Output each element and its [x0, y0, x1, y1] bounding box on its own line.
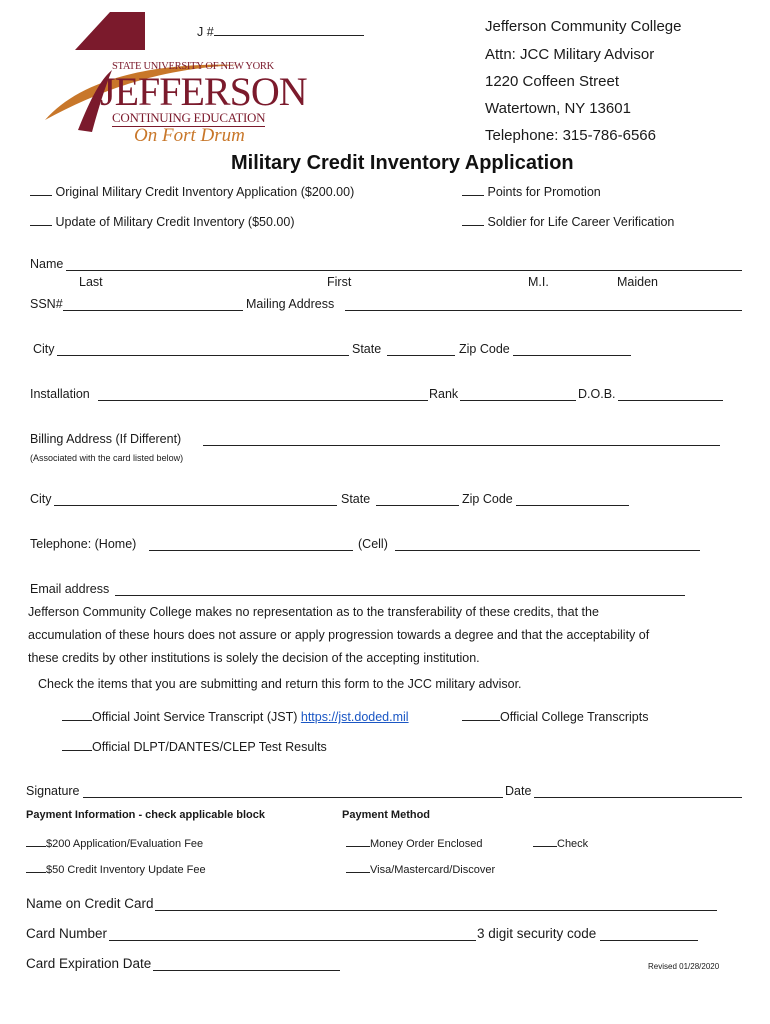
checkbox-blank[interactable]: [462, 213, 484, 226]
fee-200-option[interactable]: [26, 836, 203, 850]
signature-input[interactable]: [83, 797, 503, 798]
card-option[interactable]: [346, 862, 495, 876]
checkbox-blank[interactable]: [533, 836, 557, 847]
checkbox-blank[interactable]: [346, 862, 370, 873]
card-number-input[interactable]: [109, 940, 476, 941]
address-line: 1220 Coffeen Street: [485, 73, 619, 90]
dob-input[interactable]: [618, 400, 723, 401]
mailing-input[interactable]: [345, 310, 742, 311]
submit-dlpt[interactable]: [62, 738, 327, 754]
city-input[interactable]: [57, 355, 349, 356]
option-soldier-label: Soldier for Life Career Verification: [487, 215, 675, 229]
disclaimer-line: these credits by other institutions is solely the decision of the accepting institution.: [28, 651, 480, 665]
page-title: Military Credit Inventory Application: [231, 152, 574, 174]
billing-input[interactable]: [203, 445, 720, 446]
fee-50-option[interactable]: [26, 862, 206, 876]
billing-state-label: State: [341, 492, 371, 506]
mailing-label: Mailing Address: [246, 297, 335, 311]
money-order-label: Money Order Enclosed: [370, 838, 483, 850]
name-label: Name: [30, 257, 64, 271]
logo-suny-text: STATE UNIVERSITY OF NEW YORK: [112, 61, 274, 72]
card-name-input[interactable]: [155, 910, 717, 911]
address-line: Jefferson Community College: [485, 18, 682, 35]
payment-method-header: Payment Method: [342, 809, 431, 821]
fee-50-label: $50 Credit Inventory Update Fee: [46, 864, 206, 876]
zip-label: Zip Code: [459, 342, 510, 356]
date-input[interactable]: [534, 797, 742, 798]
checkbox-blank[interactable]: [30, 183, 52, 196]
address-line: Watertown, NY 13601: [485, 100, 631, 117]
option-points-label: Points for Promotion: [487, 185, 601, 199]
name-mi-label: M.I.: [528, 275, 549, 289]
installation-input[interactable]: [98, 400, 428, 401]
jst-link[interactable]: https://jst.doded.mil: [300, 710, 409, 724]
checkbox-blank[interactable]: [26, 836, 46, 847]
telephone-home-label: Telephone: (Home): [30, 537, 137, 551]
submit-dlpt-label: Official DLPT/DANTES/CLEP Test Results: [92, 740, 327, 754]
security-code-label: 3 digit security code: [477, 926, 597, 941]
check-label: Check: [557, 838, 589, 850]
option-update-label: Update of Military Credit Inventory ($50.00): [55, 215, 295, 229]
option-original-label: Original Military Credit Inventory Application ($200.00): [55, 185, 355, 199]
name-maiden-label: Maiden: [617, 275, 658, 289]
checkbox-blank[interactable]: [62, 738, 92, 751]
address-line: Attn: JCC Military Advisor: [485, 46, 655, 63]
j-number-label: J #: [197, 25, 214, 39]
state-label: State: [352, 342, 382, 356]
revised-date: Revised 01/28/2020: [648, 962, 720, 971]
name-last-label: Last: [79, 275, 103, 289]
submit-college-label: Official College Transcripts: [500, 710, 649, 724]
logo-tagline: On Fort Drum: [134, 125, 245, 146]
submit-jst[interactable]: [62, 708, 409, 724]
card-name-label: Name on Credit Card: [26, 896, 154, 911]
billing-state-input[interactable]: [376, 505, 459, 506]
email-input[interactable]: [115, 595, 685, 596]
signature-label: Signature: [26, 784, 80, 798]
state-input[interactable]: [387, 355, 455, 356]
checkbox-blank[interactable]: [462, 183, 484, 196]
money-order-option[interactable]: [346, 836, 483, 850]
submit-jst-label: Official Joint Service Transcript (JST): [92, 710, 298, 724]
j-number-blank[interactable]: [214, 23, 364, 36]
security-code-input[interactable]: [600, 940, 698, 941]
installation-label: Installation: [30, 387, 90, 401]
rank-input[interactable]: [460, 400, 576, 401]
option-points[interactable]: [462, 183, 601, 199]
billing-zip-input[interactable]: [516, 505, 629, 506]
option-original[interactable]: [30, 183, 354, 199]
address-line: Telephone: 315-786-6566: [485, 127, 656, 144]
billing-zip-label: Zip Code: [462, 492, 513, 506]
fee-200-label: $200 Application/Evaluation Fee: [46, 838, 204, 850]
zip-input[interactable]: [513, 355, 631, 356]
ssn-label: SSN#: [30, 297, 63, 311]
checkbox-blank[interactable]: [346, 836, 370, 847]
billing-label: Billing Address (If Different): [30, 432, 182, 446]
logo-subtitle: CONTINUING EDUCATION: [112, 110, 266, 125]
telephone-cell-label: (Cell): [358, 537, 388, 551]
address-block: [485, 18, 681, 154]
disclaimer-line: Jefferson Community College makes no representation as to the transferability of these credits, that the: [28, 605, 599, 619]
payment-info-header: Payment Information - check applicable block: [26, 809, 266, 821]
checkbox-blank[interactable]: [30, 213, 52, 226]
billing-city-label: City: [30, 492, 52, 506]
logo-name: JEFFERSON: [100, 69, 307, 114]
name-input[interactable]: [66, 270, 742, 271]
dob-label: D.O.B.: [578, 387, 616, 401]
rank-label: Rank: [429, 387, 459, 401]
telephone-cell-input[interactable]: [395, 550, 700, 551]
billing-note: (Associated with the card listed below): [30, 453, 184, 463]
checkbox-blank[interactable]: [62, 708, 92, 721]
date-label: Date: [505, 784, 532, 798]
option-soldier[interactable]: [462, 213, 674, 229]
checkbox-blank[interactable]: [462, 708, 500, 721]
card-expiration-label: Card Expiration Date: [26, 956, 152, 971]
check-option[interactable]: [533, 836, 588, 850]
card-expiration-input[interactable]: [153, 970, 340, 971]
telephone-home-input[interactable]: [149, 550, 353, 551]
card-number-label: Card Number: [26, 926, 108, 941]
billing-city-input[interactable]: [54, 505, 337, 506]
city-label: City: [33, 342, 55, 356]
ssn-input[interactable]: [63, 310, 243, 311]
submit-college[interactable]: [462, 708, 648, 724]
checkbox-blank[interactable]: [26, 862, 46, 873]
check-instruction: Check the items that you are submitting and return this form to the JCC military advisor.: [38, 677, 522, 691]
j-number-field[interactable]: [197, 23, 364, 39]
option-update[interactable]: [30, 213, 294, 229]
card-types-label: Visa/Mastercard/Discover: [370, 864, 496, 876]
email-label: Email address: [30, 582, 110, 596]
disclaimer-line: accumulation of these hours does not assure or apply progression towards a degree and that the acceptability of: [28, 628, 650, 642]
name-first-label: First: [327, 275, 352, 289]
